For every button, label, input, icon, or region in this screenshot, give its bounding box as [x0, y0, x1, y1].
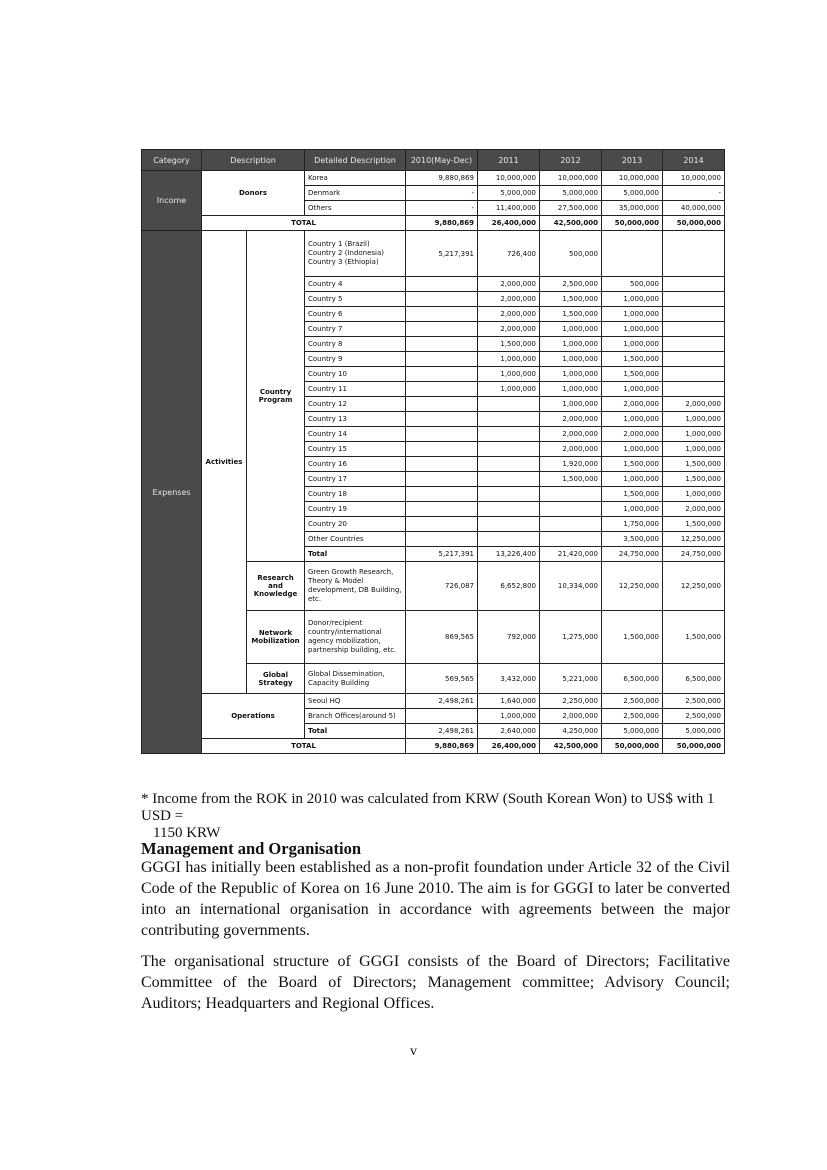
value-cell [406, 457, 478, 472]
value-cell: 5,217,391 [406, 231, 478, 277]
value-cell [478, 532, 540, 547]
value-cell: 1,000,000 [602, 292, 663, 307]
value-cell: 2,000,000 [540, 709, 602, 724]
value-cell: 1,000,000 [602, 442, 663, 457]
value-cell: 10,000,000 [540, 171, 602, 186]
value-cell: 569,565 [406, 664, 478, 694]
value-cell: 12,250,000 [663, 532, 725, 547]
value-cell: 500,000 [602, 277, 663, 292]
value-cell: 3,500,000 [602, 532, 663, 547]
value-cell: 1,500,000 [540, 472, 602, 487]
value-cell: 1,000,000 [478, 352, 540, 367]
value-cell [406, 412, 478, 427]
value-cell: 1,000,000 [602, 337, 663, 352]
detail-cell-global: Global Dissemination, Capacity Building [305, 664, 406, 694]
value-cell: 1,000,000 [602, 382, 663, 397]
value-cell: 2,640,000 [478, 724, 540, 739]
value-cell: 1,500,000 [663, 472, 725, 487]
value-cell: 1,500,000 [602, 352, 663, 367]
value-cell: 12,250,000 [663, 562, 725, 611]
value-cell: 2,500,000 [663, 709, 725, 724]
value-cell: 1,500,000 [540, 292, 602, 307]
value-cell: 1,000,000 [478, 709, 540, 724]
value-cell: 50,000,000 [602, 739, 663, 754]
value-cell: 2,000,000 [602, 397, 663, 412]
value-cell: 1,000,000 [540, 352, 602, 367]
section-heading: Management and Organisation [141, 839, 362, 858]
value-cell [406, 487, 478, 502]
value-cell: 2,000,000 [602, 427, 663, 442]
value-cell [540, 517, 602, 532]
detail-cell: Country 10 [305, 367, 406, 382]
value-cell [478, 457, 540, 472]
budget-table [141, 149, 725, 754]
table-row [142, 231, 725, 277]
value-cell: 10,334,000 [540, 562, 602, 611]
value-cell: 1,000,000 [540, 382, 602, 397]
table-row [142, 694, 725, 709]
value-cell: 26,400,000 [478, 739, 540, 754]
country-total-label: Total [305, 547, 406, 562]
detail-cell: Country 15 [305, 442, 406, 457]
value-cell [540, 502, 602, 517]
value-cell: 1,500,000 [602, 367, 663, 382]
value-cell [406, 292, 478, 307]
value-cell [478, 472, 540, 487]
value-cell: 40,000,000 [663, 201, 725, 216]
value-cell [406, 307, 478, 322]
value-cell: 792,000 [478, 611, 540, 664]
header-detailed-description: Detailed Description [305, 150, 406, 171]
value-cell [406, 472, 478, 487]
value-cell: 35,000,000 [602, 201, 663, 216]
paragraph-2: The organisational structure of GGGI consists of the Board of Directors; Facilitative Committee of the Board of Directors; Management committee; Advisory Council; Auditors; Headquarters and Regional Offices. [141, 953, 730, 1012]
value-cell [406, 397, 478, 412]
value-cell: 5,000,000 [663, 724, 725, 739]
detail-cell: Branch Offices(around 5) [305, 709, 406, 724]
value-cell: - [663, 186, 725, 201]
group-donors: Donors [202, 171, 305, 216]
detail-cell: Country 13 [305, 412, 406, 427]
value-cell: 1,500,000 [663, 517, 725, 532]
value-cell [406, 367, 478, 382]
value-cell: 24,750,000 [602, 547, 663, 562]
detail-cell-network: Donor/recipient country/international agency mobilization, partnership building, etc. [305, 611, 406, 664]
value-cell: 50,000,000 [663, 739, 725, 754]
value-cell: 24,750,000 [663, 547, 725, 562]
value-cell: 1,750,000 [602, 517, 663, 532]
value-cell [406, 337, 478, 352]
category-expenses: Expenses [142, 231, 202, 754]
value-cell: 2,000,000 [540, 427, 602, 442]
value-cell: 9,880,869 [406, 739, 478, 754]
value-cell: 2,000,000 [540, 412, 602, 427]
value-cell [663, 382, 725, 397]
value-cell [540, 487, 602, 502]
header-2014: 2014 [663, 150, 725, 171]
value-cell: 26,400,000 [478, 216, 540, 231]
table-body [142, 171, 725, 754]
value-cell [406, 517, 478, 532]
value-cell: 2,000,000 [663, 397, 725, 412]
table-row [142, 216, 725, 231]
value-cell: 1,920,000 [540, 457, 602, 472]
table-row [142, 739, 725, 754]
value-cell [478, 502, 540, 517]
detail-cell: Country 9 [305, 352, 406, 367]
value-cell: 1,640,000 [478, 694, 540, 709]
group-country-program: Country Program [247, 231, 305, 562]
value-cell: 50,000,000 [663, 216, 725, 231]
detail-cell-research: Green Growth Research, Theory & Model development, DB Building, etc. [305, 562, 406, 611]
value-cell: 13,226,400 [478, 547, 540, 562]
value-cell: 10,000,000 [478, 171, 540, 186]
value-cell: 42,500,000 [540, 739, 602, 754]
value-cell: 1,000,000 [540, 337, 602, 352]
value-cell [478, 412, 540, 427]
detail-cell: Country 18 [305, 487, 406, 502]
footnote-line-1: * Income from the ROK in 2010 was calculated from KRW (South Korean Won) to US$ with 1 USD = [141, 791, 715, 824]
value-cell: - [406, 201, 478, 216]
value-cell: 2,500,000 [663, 694, 725, 709]
value-cell: 1,000,000 [663, 442, 725, 457]
value-cell: 1,000,000 [602, 307, 663, 322]
header-2011: 2011 [478, 150, 540, 171]
value-cell: 1,275,000 [540, 611, 602, 664]
value-cell: 4,250,000 [540, 724, 602, 739]
value-cell: 500,000 [540, 231, 602, 277]
value-cell [663, 231, 725, 277]
page-number: v [410, 1044, 417, 1059]
detail-cell: Country 19 [305, 502, 406, 517]
group-global: Global Strategy [247, 664, 305, 694]
detail-cell: Country 14 [305, 427, 406, 442]
value-cell [406, 502, 478, 517]
value-cell: 2,250,000 [540, 694, 602, 709]
value-cell: 1,500,000 [663, 457, 725, 472]
value-cell [663, 322, 725, 337]
value-cell: 1,000,000 [602, 322, 663, 337]
value-cell: 1,000,000 [663, 487, 725, 502]
value-cell: 10,000,000 [663, 171, 725, 186]
value-cell: 1,500,000 [478, 337, 540, 352]
value-cell: 5,000,000 [478, 186, 540, 201]
value-cell: 5,000,000 [540, 186, 602, 201]
value-cell: 1,000,000 [602, 472, 663, 487]
value-cell: 869,565 [406, 611, 478, 664]
value-cell: 1,500,000 [602, 611, 663, 664]
category-income: Income [142, 171, 202, 231]
value-cell [663, 367, 725, 382]
value-cell: 5,221,000 [540, 664, 602, 694]
value-cell: 1,000,000 [602, 412, 663, 427]
value-cell: 21,420,000 [540, 547, 602, 562]
detail-cell: Korea [305, 171, 406, 186]
value-cell: 1,000,000 [663, 427, 725, 442]
value-cell: 1,000,000 [663, 412, 725, 427]
country-line: Country 2 (Indonesia) [308, 249, 385, 257]
detail-cell: Country 16 [305, 457, 406, 472]
value-cell: 10,000,000 [602, 171, 663, 186]
value-cell: 3,432,000 [478, 664, 540, 694]
value-cell: 5,217,391 [406, 547, 478, 562]
detail-cell: Country 11 [305, 382, 406, 397]
country-line: Country 3 (Ethiopia) [308, 258, 379, 266]
value-cell: 2,500,000 [602, 694, 663, 709]
detail-cell: Country 4 [305, 277, 406, 292]
detail-cell: Country 6 [305, 307, 406, 322]
value-cell: 27,500,000 [540, 201, 602, 216]
value-cell: 2,498,261 [406, 724, 478, 739]
value-cell: 1,000,000 [540, 322, 602, 337]
income-total-label: TOTAL [202, 216, 406, 231]
value-cell: 2,498,261 [406, 694, 478, 709]
value-cell [478, 442, 540, 457]
value-cell [406, 277, 478, 292]
value-cell: 6,500,000 [602, 664, 663, 694]
value-cell: 1,000,000 [540, 397, 602, 412]
value-cell [540, 532, 602, 547]
group-network: Network Mobilization [247, 611, 305, 664]
value-cell: 9,880,869 [406, 216, 478, 231]
header-category: Category [142, 150, 202, 171]
value-cell [663, 277, 725, 292]
detail-cell: Country 17 [305, 472, 406, 487]
value-cell: 5,000,000 [602, 186, 663, 201]
detail-cell: Total [305, 724, 406, 739]
value-cell: 726,400 [478, 231, 540, 277]
value-cell: 2,000,000 [478, 277, 540, 292]
value-cell: 1,000,000 [540, 367, 602, 382]
value-cell: 1,000,000 [478, 382, 540, 397]
detail-cell-countries-1-3 [305, 231, 406, 277]
value-cell [478, 427, 540, 442]
detail-cell: Country 20 [305, 517, 406, 532]
header-description: Description [202, 150, 305, 171]
table-row [142, 171, 725, 186]
detail-cell: Denmark [305, 186, 406, 201]
detail-cell: Country 8 [305, 337, 406, 352]
value-cell: 50,000,000 [602, 216, 663, 231]
country-line: Country 1 (Brazil) [308, 240, 370, 248]
detail-cell: Others [305, 201, 406, 216]
detail-cell: Country 5 [305, 292, 406, 307]
value-cell: - [406, 186, 478, 201]
value-cell: 6,652,800 [478, 562, 540, 611]
detail-cell: Seoul HQ [305, 694, 406, 709]
value-cell [663, 292, 725, 307]
value-cell [406, 322, 478, 337]
value-cell [406, 352, 478, 367]
value-cell: 1,500,000 [540, 307, 602, 322]
paragraph-1: GGGI has initially been established as a non-profit foundation under Article 32 of the Civil Code of the Republic of Korea on 16 June 2010. The aim is for GGGI to later be converted into an international organisation in accordance with agreements between the major contributing governments. [141, 859, 730, 939]
value-cell: 2,000,000 [478, 292, 540, 307]
value-cell [406, 442, 478, 457]
value-cell [602, 231, 663, 277]
value-cell: 1,500,000 [602, 487, 663, 502]
detail-cell: Country 7 [305, 322, 406, 337]
footnote-line-2: 1150 KRW [153, 825, 221, 841]
value-cell [663, 352, 725, 367]
value-cell [406, 709, 478, 724]
detail-cell: Country 12 [305, 397, 406, 412]
value-cell: 2,500,000 [540, 277, 602, 292]
header-2012: 2012 [540, 150, 602, 171]
value-cell [478, 487, 540, 502]
value-cell: 5,000,000 [602, 724, 663, 739]
value-cell: 42,500,000 [540, 216, 602, 231]
value-cell: 1,500,000 [602, 457, 663, 472]
value-cell: 1,000,000 [602, 502, 663, 517]
value-cell [406, 382, 478, 397]
value-cell: 6,500,000 [663, 664, 725, 694]
value-cell [406, 532, 478, 547]
header-2010: 2010(May-Dec) [406, 150, 478, 171]
group-activities: Activities [202, 231, 247, 694]
value-cell: 2,000,000 [663, 502, 725, 517]
footnote [141, 791, 731, 842]
detail-cell: Other Countries [305, 532, 406, 547]
value-cell [663, 307, 725, 322]
value-cell: 9,880,869 [406, 171, 478, 186]
value-cell: 2,500,000 [602, 709, 663, 724]
value-cell [478, 517, 540, 532]
value-cell [478, 397, 540, 412]
header-2013: 2013 [602, 150, 663, 171]
value-cell: 12,250,000 [602, 562, 663, 611]
table-header-row [142, 150, 725, 171]
value-cell: 2,000,000 [478, 322, 540, 337]
value-cell: 1,000,000 [478, 367, 540, 382]
value-cell: 2,000,000 [478, 307, 540, 322]
expenses-total-label: TOTAL [202, 739, 406, 754]
group-operations: Operations [202, 694, 305, 739]
value-cell: 1,500,000 [663, 611, 725, 664]
group-research: Research and Knowledge [247, 562, 305, 611]
value-cell [663, 337, 725, 352]
value-cell: 11,400,000 [478, 201, 540, 216]
value-cell [406, 427, 478, 442]
value-cell: 2,000,000 [540, 442, 602, 457]
value-cell: 726,087 [406, 562, 478, 611]
